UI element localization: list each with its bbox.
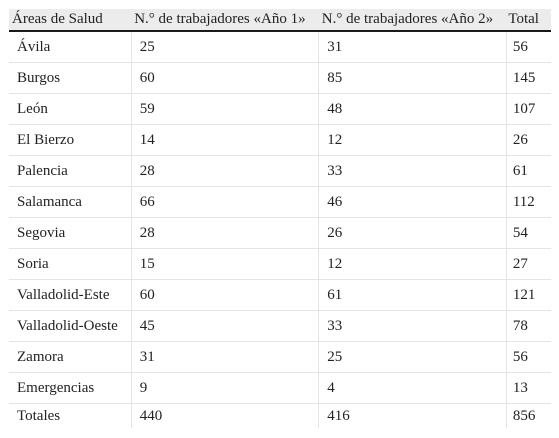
table-row	[9, 125, 551, 156]
cell-workers-year-1: 15	[131, 249, 319, 280]
table-row	[9, 373, 551, 404]
cell-workers-year-2: 46	[319, 187, 507, 218]
cell-health-area: León	[9, 94, 131, 125]
cell-workers-year-1: 9	[131, 373, 319, 404]
workers-table	[9, 9, 551, 428]
table-row	[9, 187, 551, 218]
cell-health-area: Salamanca	[9, 187, 131, 218]
cell-health-area: Soria	[9, 249, 131, 280]
cell-health-area: Zamora	[9, 342, 131, 373]
table-row	[9, 311, 551, 342]
cell-health-area: Valladolid-Oeste	[9, 311, 131, 342]
header-row	[9, 9, 551, 31]
table-row	[9, 156, 551, 187]
table-row	[9, 342, 551, 373]
cell-workers-year-2: 31	[319, 31, 507, 63]
cell-total: 27	[506, 249, 551, 280]
cell-total: 112	[506, 187, 551, 218]
cell-total: 13	[506, 373, 551, 404]
cell-total: 26	[506, 125, 551, 156]
cell-total: 78	[506, 311, 551, 342]
table-row	[9, 280, 551, 311]
cell-total: 145	[506, 63, 551, 94]
cell-workers-year-2: 12	[319, 249, 507, 280]
header-workers-year-1: N.° de trabajadores «Año 1»	[131, 9, 319, 31]
cell-health-area: Emergencias	[9, 373, 131, 404]
cell-health-area: Ávila	[9, 31, 131, 63]
cell-total: 54	[506, 218, 551, 249]
cell-workers-year-1: 45	[131, 311, 319, 342]
table-row	[9, 63, 551, 94]
header-workers-year-2: N.° de trabajadores «Año 2»	[319, 9, 507, 31]
cell-workers-year-2: 48	[319, 94, 507, 125]
cell-workers-year-1: 440	[131, 404, 319, 429]
header-health-area: Áreas de Salud	[9, 9, 131, 31]
table-body	[9, 31, 551, 428]
cell-health-area: Palencia	[9, 156, 131, 187]
cell-workers-year-2: 12	[319, 125, 507, 156]
cell-health-area: Totales	[9, 404, 131, 429]
cell-workers-year-2: 61	[319, 280, 507, 311]
cell-workers-year-2: 85	[319, 63, 507, 94]
cell-health-area: Valladolid-Este	[9, 280, 131, 311]
cell-health-area: Segovia	[9, 218, 131, 249]
totals-row	[9, 404, 551, 429]
cell-total: 56	[506, 31, 551, 63]
table-row	[9, 31, 551, 63]
cell-total: 56	[506, 342, 551, 373]
cell-workers-year-2: 26	[319, 218, 507, 249]
table-row	[9, 249, 551, 280]
cell-workers-year-2: 33	[319, 311, 507, 342]
cell-workers-year-1: 25	[131, 31, 319, 63]
cell-health-area: El Bierzo	[9, 125, 131, 156]
cell-workers-year-1: 28	[131, 218, 319, 249]
table-header	[9, 9, 551, 31]
cell-total: 121	[506, 280, 551, 311]
cell-total: 61	[506, 156, 551, 187]
cell-total: 856	[512, 407, 536, 424]
table-row	[9, 94, 551, 125]
cell-workers-year-2: 33	[319, 156, 507, 187]
cell-health-area: Burgos	[9, 63, 131, 94]
cell-workers-year-2: 25	[319, 342, 507, 373]
cell-workers-year-2: 4	[319, 373, 507, 404]
cell-workers-year-1: 60	[131, 63, 319, 94]
cell-workers-year-1: 66	[131, 187, 319, 218]
cell-total: 107	[506, 94, 551, 125]
cell-workers-year-1: 14	[131, 125, 319, 156]
cell-workers-year-1: 28	[131, 156, 319, 187]
table-row	[9, 218, 551, 249]
cell-workers-year-1: 60	[131, 280, 319, 311]
cell-workers-year-1: 31	[131, 342, 319, 373]
cell-workers-year-2: 416	[319, 404, 507, 429]
header-total: Total	[506, 9, 551, 31]
cell-workers-year-1: 59	[131, 94, 319, 125]
